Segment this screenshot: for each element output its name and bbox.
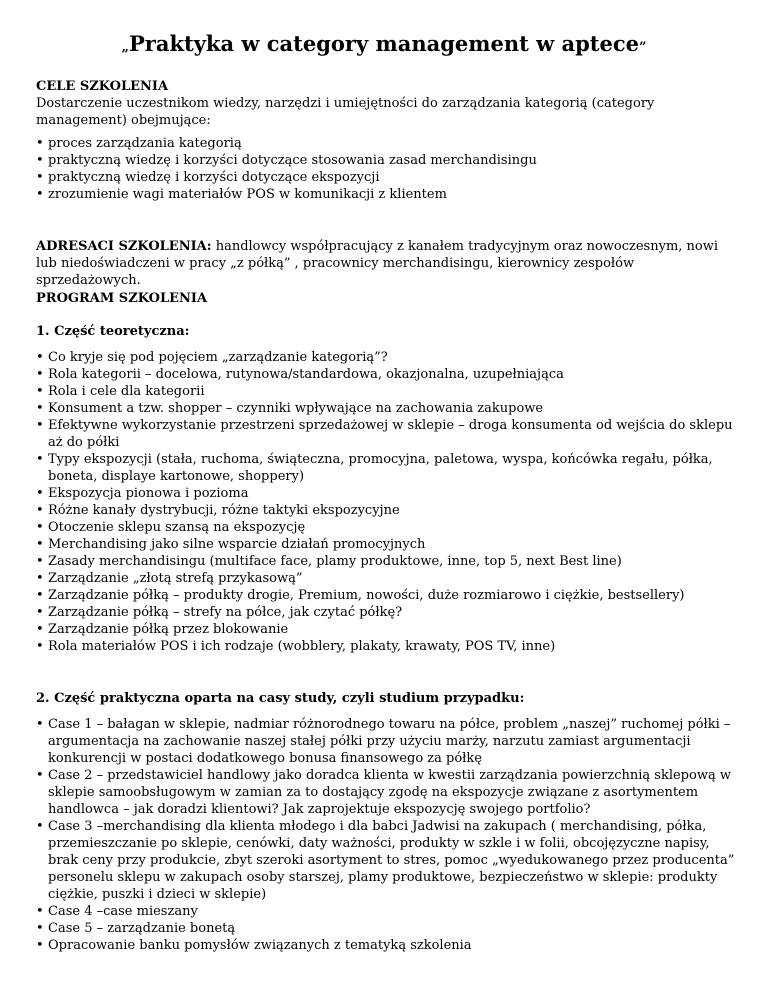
list-item: • Zarządzanie półką przez blokowanie	[36, 621, 736, 638]
list-item: • zrozumienie wagi materiałów POS w komunikacji z klientem	[36, 186, 736, 203]
list-item: • Różne kanały dystrybucji, różne taktyki ekspozycyjne	[36, 502, 736, 519]
list-item: • praktyczną wiedzę i korzyści dotyczące ekspozycji	[36, 169, 736, 186]
list-item: • Case 2 – przedstawiciel handlowy jako doradca klienta w kwestii zarządzania powierzchnią sklepową w sklepie samoobsługowym w zamian za to dostający zgodę na ekspozycje związane z asortymentem handlowca – jak doradzi klientowi? Jak zaprojektuje ekspozycję swojego portfolio?	[36, 767, 736, 818]
title-text: Praktyka w category management w aptece	[129, 31, 639, 56]
goals-section	[36, 78, 736, 203]
list-item: • Zarządzanie półką – strefy na półce, jak czytać półkę?	[36, 604, 736, 621]
part2-section	[36, 690, 736, 954]
part1-list	[36, 349, 736, 655]
list-item: • Zarządzanie półką – produkty drogie, Premium, nowości, duże rozmiarowo i ciężkie, bestsellery)	[36, 587, 736, 604]
list-item: • Opracowanie banku pomysłów związanych z tematyką szkolenia	[36, 937, 736, 954]
goals-list	[36, 135, 736, 203]
list-item: • Case 1 – bałagan w sklepie, nadmiar różnorodnego towaru na półce, problem „naszej” ruchomej półki – argumentacja na zachowanie naszej stałej półki przy użyciu marży, narzutu zamiast argumentacji konkurencji w postaci dodatkowego bonusa finansowego za półkę	[36, 716, 736, 767]
list-item: • Zasady merchandisingu (multiface face, plamy produktowe, inne, top 5, next Best line)	[36, 553, 736, 570]
list-item: • Zarządzanie „złotą strefą przykasową”	[36, 570, 736, 587]
list-item: • proces zarządzania kategorią	[36, 135, 736, 152]
list-item: • Case 3 –merchandising dla klienta młodego i dla babci Jadwisi na zakupach ( merchandising, półka, przemieszczanie po sklepie, cenówki, daty ważności, produkty w szkle i w folii, obcojęzyczne napisy, brak ceny przy produkcie, zbyt szeroki asortyment to stres, pomoc „wyedukowanego przez producenta” personelu sklepu w zakupach osoby starszej, plamy produktowe, bezpieczeństwo w sklepie: produkty ciężkie, puszki i dzieci w sklepie)	[36, 818, 736, 903]
part2-list	[36, 716, 736, 954]
goals-intro: Dostarczenie uczestnikom wiedzy, narzędzi i umiejętności do zarządzania kategorią (category management) obejmujące:	[36, 96, 655, 128]
list-item: • Konsument a tzw. shopper – czynniki wpływające na zachowania zakupowe	[36, 400, 736, 417]
program-heading: PROGRAM SZKOLENIA	[36, 291, 208, 306]
list-item: • Otoczenie sklepu szansą na ekspozycję	[36, 519, 736, 536]
title-open-quote: „	[121, 40, 129, 55]
list-item: • praktyczną wiedzę i korzyści dotyczące stosowania zasad merchandisingu	[36, 152, 736, 169]
audience-label: ADRESACI SZKOLENIA:	[36, 239, 212, 254]
audience-section	[36, 238, 736, 289]
list-item: • Merchandising jako silne wsparcie działań promocyjnych	[36, 536, 736, 553]
list-item: • Co kryje się pod pojęciem „zarządzanie kategorią”?	[36, 349, 736, 366]
list-item: • Rola kategorii – docelowa, rutynowa/standardowa, okazjonalna, uzupełniająca	[36, 366, 736, 383]
document-title	[0, 30, 768, 62]
part1-section	[36, 323, 736, 655]
audience-paragraph	[36, 238, 736, 289]
list-item: • Rola i cele dla kategorii	[36, 383, 736, 400]
part2-heading: 2. Część praktyczna oparta na casy study, czyli studium przypadku:	[36, 691, 525, 706]
list-item: • Case 5 – zarządzanie bonetą	[36, 920, 736, 937]
title-close-quote: ”	[639, 40, 647, 55]
list-item: • Case 4 –case mieszany	[36, 903, 736, 920]
list-item: • Ekspozycja pionowa i pozioma	[36, 485, 736, 502]
list-item: • Typy ekspozycji (stała, ruchoma, świąteczna, promocyjna, paletowa, wyspa, końcówka regału, półka, boneta, displaye kartonowe, shoppery)	[36, 451, 736, 485]
goals-heading: CELE SZKOLENIA	[36, 79, 169, 94]
list-item: • Rola materiałów POS i ich rodzaje (wobblery, plakaty, krawaty, POS TV, inne)	[36, 638, 736, 655]
list-item: • Efektywne wykorzystanie przestrzeni sprzedażowej w sklepie – droga konsumenta od wejścia do sklepu aż do półki	[36, 417, 736, 451]
audience-text: handlowcy współpracujący z kanałem tradycyjnym oraz nowoczesnym, nowi lub niedoświadczeni w pracy „z półką” , pracownicy merchandisingu, kierownicy zespołów sprzedażowych.	[36, 239, 719, 288]
part1-heading: 1. Część teoretyczna:	[36, 324, 190, 339]
